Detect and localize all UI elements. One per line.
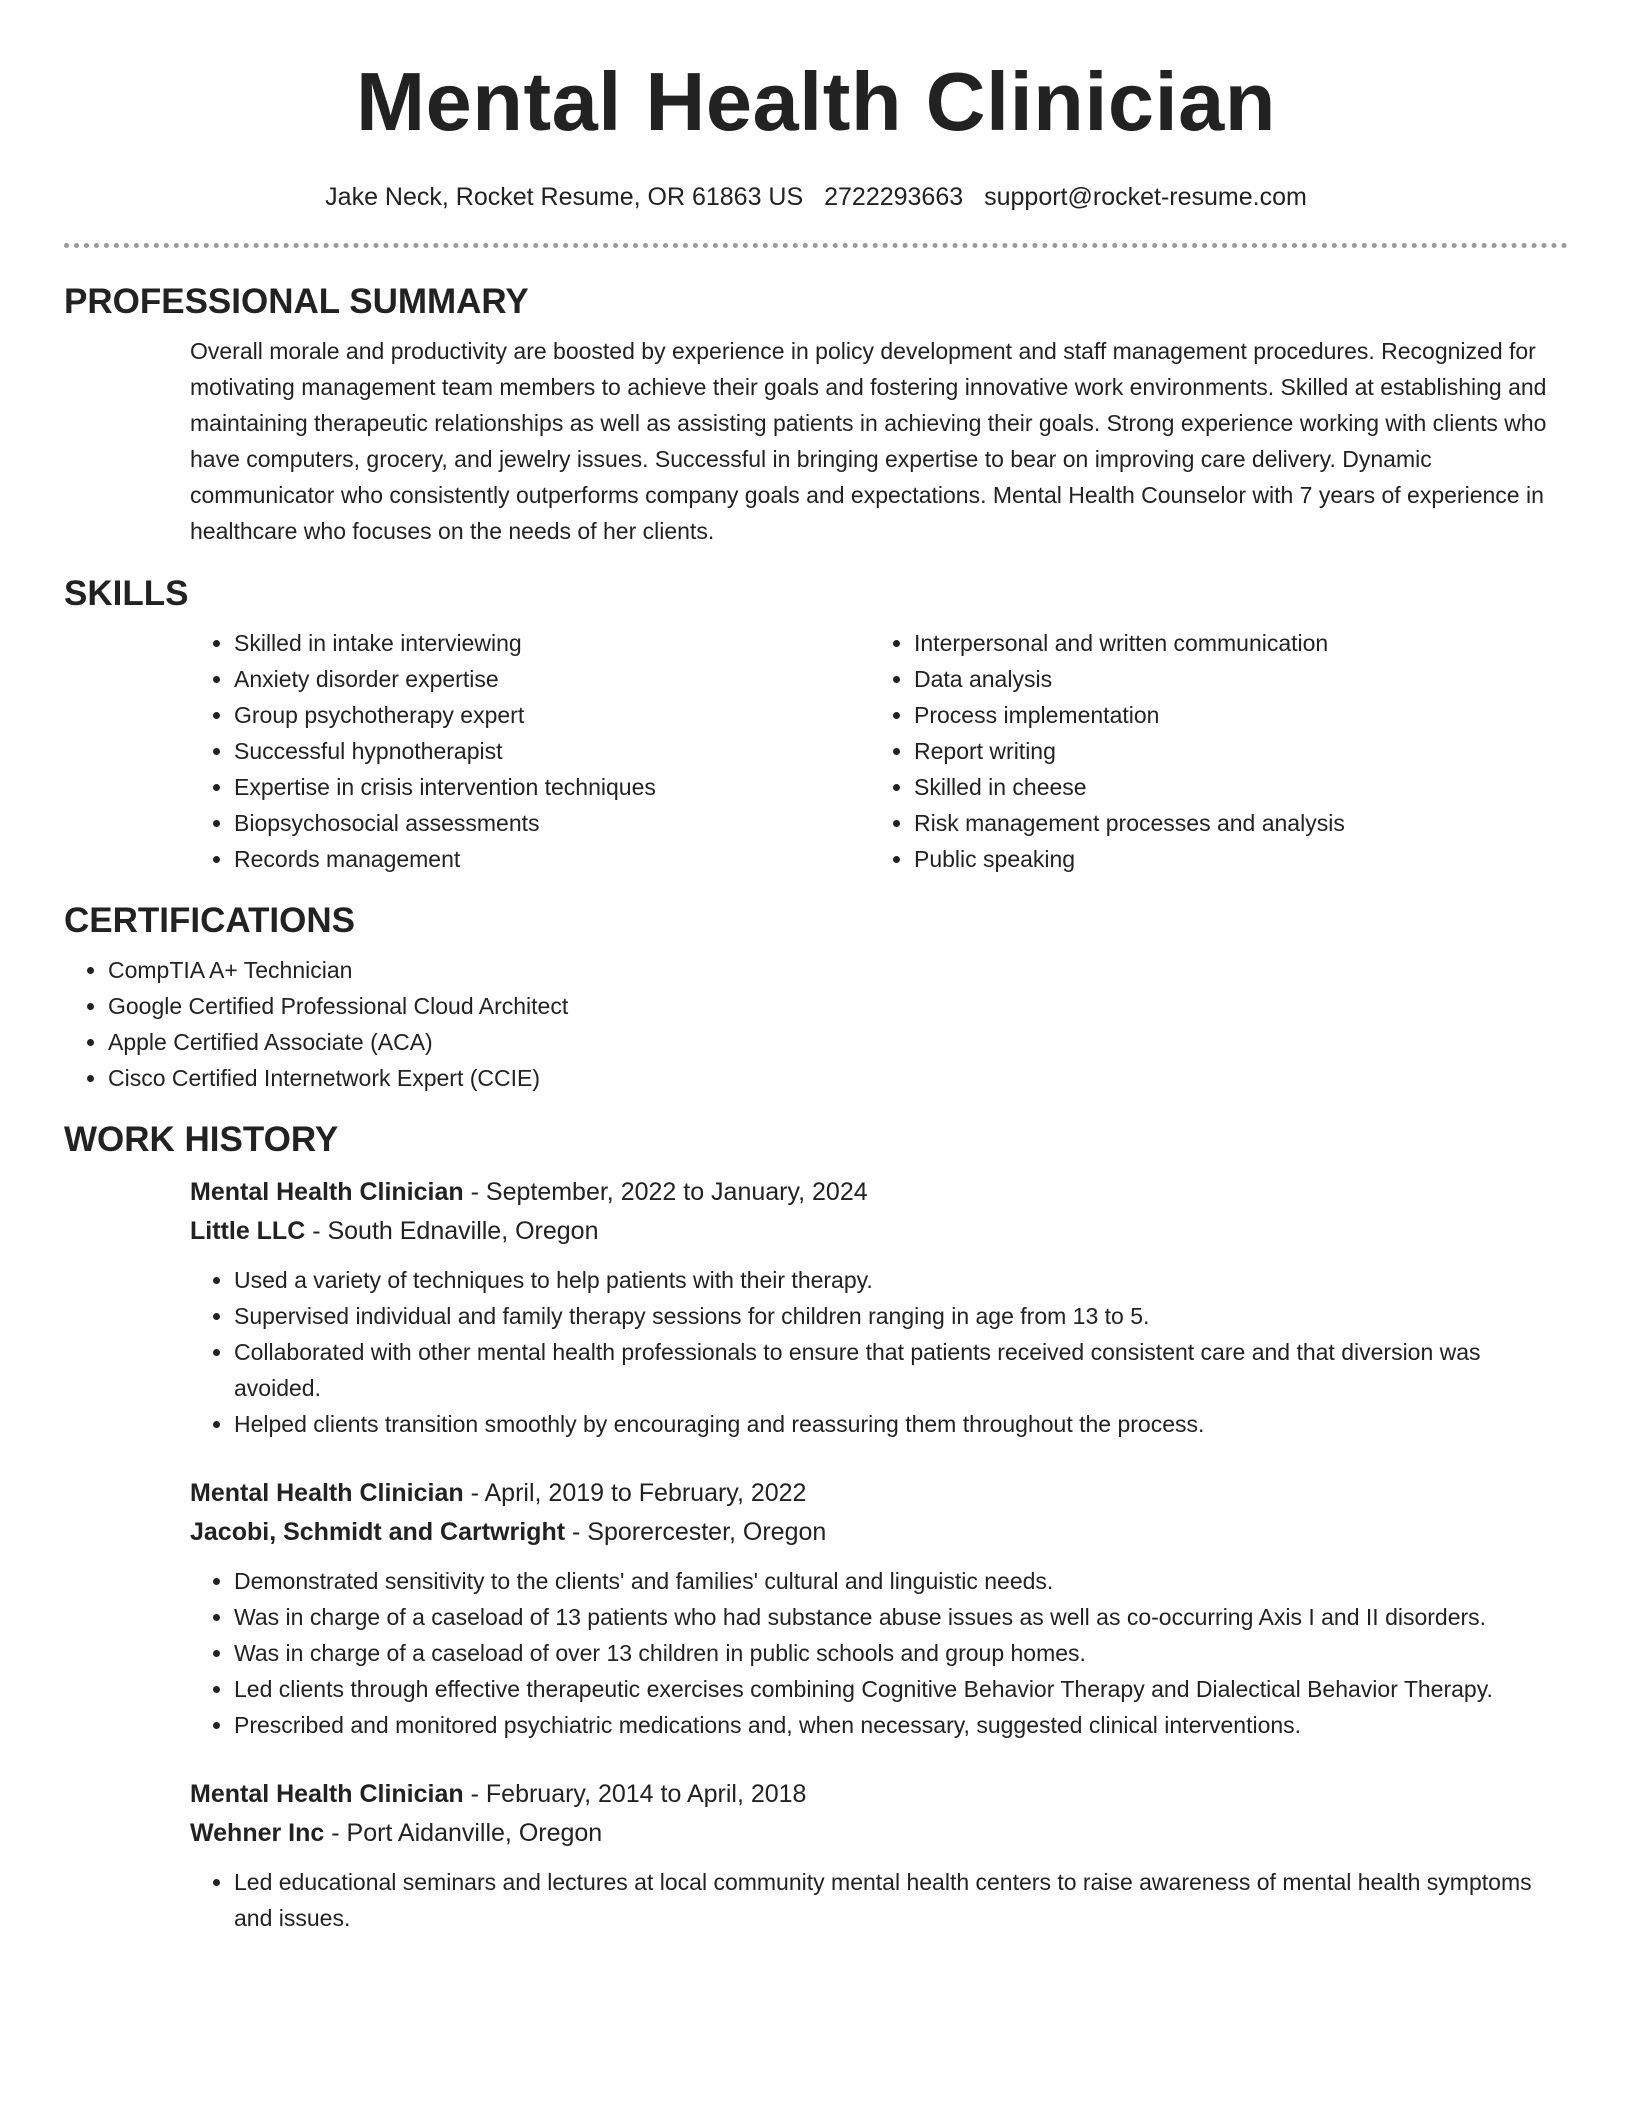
job-company-line xyxy=(190,1814,1568,1853)
job-bullet: • Was in charge of a caseload of over 13 children in public schools and group homes. xyxy=(234,1635,1568,1671)
certifications-section xyxy=(64,900,1568,1096)
job-bullets xyxy=(190,1864,1568,1936)
job-company-line xyxy=(190,1513,1568,1552)
job-bullet: • Demonstrated sensitivity to the clients' and families' cultural and linguistic needs. xyxy=(234,1563,1568,1599)
job-bullet: • Led clients through effective therapeutic exercises combining Cognitive Behavior Therapy and Dialectical Behavior Therapy. xyxy=(234,1671,1568,1707)
skill-item: • Expertise in crisis intervention techniques xyxy=(234,769,870,805)
skill-item: • Risk management processes and analysis xyxy=(914,805,1550,841)
job-role: Mental Health Clinician xyxy=(190,1479,464,1507)
job-bullet: • Used a variety of techniques to help patients with their therapy. xyxy=(234,1262,1568,1298)
job-dates: - April, 2019 to February, 2022 xyxy=(463,1479,807,1507)
skills-list-left xyxy=(190,625,870,877)
summary-section xyxy=(64,281,1568,549)
job-bullets xyxy=(190,1563,1568,1743)
resume-title: Mental Health Clinician xyxy=(355,55,1277,148)
skill-item: • Records management xyxy=(234,841,870,877)
job-role: Mental Health Clinician xyxy=(190,1780,464,1808)
work-history-heading: WORK HISTORY xyxy=(64,1120,339,1159)
skill-item: • Biopsychosocial assessments xyxy=(234,805,870,841)
work-history-section xyxy=(64,1119,1568,1936)
contact-phone: 2722293663 xyxy=(824,183,964,211)
certifications-list xyxy=(64,952,1568,1096)
job-dates: - September, 2022 to January, 2024 xyxy=(463,1178,868,1206)
contact-line xyxy=(64,180,1568,214)
job-bullet: • Supervised individual and family therapy sessions for children ranging in age from 13 to 5. xyxy=(234,1298,1568,1334)
skills-grid xyxy=(190,625,1568,877)
header-divider xyxy=(64,243,1568,248)
skill-item: • Interpersonal and written communication xyxy=(914,625,1550,661)
job-location: - Port Aidanville, Oregon xyxy=(324,1819,603,1847)
skill-item: • Anxiety disorder expertise xyxy=(234,661,870,697)
job-bullet: • Helped clients transition smoothly by encouraging and reassuring them throughout the process. xyxy=(234,1406,1568,1442)
skill-item: • Group psychotherapy expert xyxy=(234,697,870,733)
skill-item: • Skilled in intake interviewing xyxy=(234,625,870,661)
job-bullets xyxy=(190,1262,1568,1442)
job-bullet: • Collaborated with other mental health professionals to ensure that patients received consistent care and that diversion was avoided. xyxy=(234,1334,1568,1406)
skills-heading: SKILLS xyxy=(64,574,189,613)
job-company-line xyxy=(190,1212,1568,1251)
job-company: Jacobi, Schmidt and Cartwright xyxy=(190,1518,566,1546)
job-entry xyxy=(190,1474,1568,1743)
job-bullet: • Led educational seminars and lectures at local community mental health centers to raise awareness of mental health symptoms and issues. xyxy=(234,1864,1568,1936)
certification-item: • CompTIA A+ Technician xyxy=(108,952,1568,988)
job-entry xyxy=(190,1775,1568,1936)
skills-list-right xyxy=(870,625,1550,877)
skills-section xyxy=(64,573,1568,877)
skill-item: • Skilled in cheese xyxy=(914,769,1550,805)
skill-item: • Public speaking xyxy=(914,841,1550,877)
job-company: Little LLC xyxy=(190,1217,306,1245)
job-title-line xyxy=(190,1474,1568,1513)
job-bullet: • Was in charge of a caseload of 13 patients who had substance abuse issues as well as co-occurring Axis I and II disorders. xyxy=(234,1599,1568,1635)
job-title-line xyxy=(190,1173,1568,1212)
certification-item: • Google Certified Professional Cloud Architect xyxy=(108,988,1568,1024)
skill-item: • Process implementation xyxy=(914,697,1550,733)
certification-item: • Cisco Certified Internetwork Expert (CCIE) xyxy=(108,1060,1568,1096)
job-location: - Sporercester, Oregon xyxy=(565,1518,827,1546)
skill-item: • Report writing xyxy=(914,733,1550,769)
certifications-heading: CERTIFICATIONS xyxy=(64,901,356,940)
skill-item: • Data analysis xyxy=(914,661,1550,697)
job-location: - South Ednaville, Oregon xyxy=(305,1217,599,1245)
skills-column-right xyxy=(870,625,1550,877)
summary-heading: PROFESSIONAL SUMMARY xyxy=(64,282,529,321)
summary-text: Overall morale and productivity are boosted by experience in policy development and staff management procedures. Recognized for motivating management team members to achieve their goals and fostering innovative work environments. Skilled at establishing and maintaining therapeutic relationships as well as assisting patients in achieving their goals. Strong experience working with clients who have computers, grocery, and jewelry issues. Successful in bringing expertise to bear on improving care delivery. Dynamic communicator who consistently outperforms company goals and expectations. Mental Health Counselor with 7 years of experience in healthcare who focuses on the needs of her clients. xyxy=(190,338,1547,544)
job-role: Mental Health Clinician xyxy=(190,1178,464,1206)
job-dates: - February, 2014 to April, 2018 xyxy=(463,1780,807,1808)
job-entry xyxy=(190,1173,1568,1442)
contact-address: Jake Neck, Rocket Resume, OR 61863 US xyxy=(325,183,804,211)
skill-item: • Successful hypnotherapist xyxy=(234,733,870,769)
skills-column-left xyxy=(190,625,870,877)
certification-item: • Apple Certified Associate (ACA) xyxy=(108,1024,1568,1060)
contact-email: support@rocket-resume.com xyxy=(984,183,1307,211)
job-title-line xyxy=(190,1775,1568,1814)
job-bullet: • Prescribed and monitored psychiatric medications and, when necessary, suggested clinical interventions. xyxy=(234,1707,1568,1743)
job-company: Wehner Inc xyxy=(190,1819,325,1847)
